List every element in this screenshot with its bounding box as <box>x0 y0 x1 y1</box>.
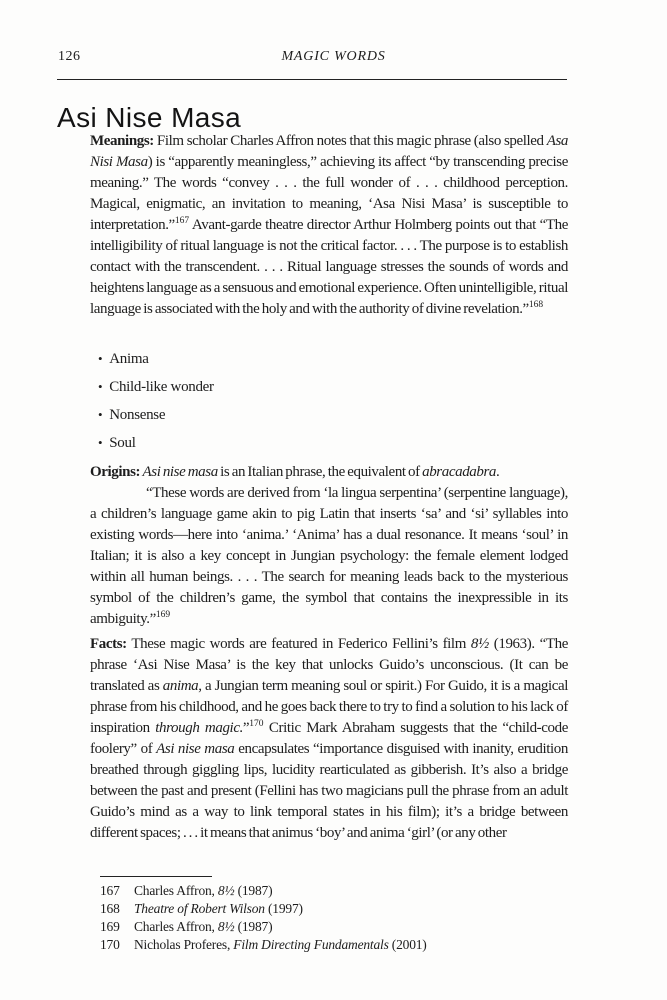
footnote-item <box>100 882 540 900</box>
text-run: . <box>496 464 500 480</box>
text-run: Charles Affron, <box>134 883 218 898</box>
text-run: Theatre of Robert Wilson <box>134 901 265 916</box>
text-run: Critic Mark Abraham suggests that the “child-code foolery” of <box>90 720 568 757</box>
footnote-marker: 169 <box>155 610 171 620</box>
footnote-number: 168 <box>100 901 120 916</box>
bullet-label: Anima <box>109 351 149 367</box>
bullet-marker: • <box>98 407 103 422</box>
bullet-label: Soul <box>109 435 136 451</box>
text-run: Facts: <box>90 636 127 652</box>
origins-lead-paragraph <box>90 462 568 483</box>
text-run: (1997) <box>264 901 303 916</box>
text-run: ) is “apparently meaningless,” achieving its affect “by transcending precise meaning.” The words “convey . . . the full wonder of . . . childhood perception. Magical, enigmatic, an invitation to meaning, ‘Asa Nisi Masa’ is susceptible to interpretation.” <box>90 154 568 233</box>
bullet-marker: • <box>98 379 103 394</box>
text-run: abracadabra <box>422 464 497 480</box>
text-run: 8½ <box>217 883 235 898</box>
text-run: Meanings: <box>90 133 154 149</box>
text-run: (2001) <box>388 937 427 952</box>
footnote-rule <box>100 876 212 877</box>
text-run: 8½ <box>470 636 489 652</box>
footnote-number: 170 <box>100 937 120 952</box>
text-run: Film scholar Charles Affron notes that this magic phrase (also spelled <box>153 133 547 149</box>
header-rule <box>57 79 567 80</box>
text-run: anima <box>162 678 199 694</box>
text-run: Film Directing Fundamentals <box>233 937 389 952</box>
bullet-marker: • <box>98 435 103 450</box>
meanings-bullet-list <box>98 348 568 460</box>
footnote-marker: 167 <box>174 216 190 226</box>
page-number: 126 <box>58 49 81 64</box>
text-run: Asa Nisi Masa <box>90 133 568 170</box>
running-head: MAGIC WORDS <box>281 49 386 64</box>
footnote-number: 167 <box>100 883 120 898</box>
bullet-label: Child-like wonder <box>109 379 214 395</box>
origins-section <box>90 462 568 630</box>
bullet-item <box>98 404 568 425</box>
text-run: These magic words are featured in Federico Fellini’s film <box>126 636 471 652</box>
meanings-section <box>90 131 568 320</box>
text-run: (1963). “The phrase ‘Asi Nise Masa’ is the key that unlocks Guido’s unconscious. (It can be translated as <box>90 636 568 694</box>
text-run: Charles Affron, <box>134 919 218 934</box>
meanings-paragraph <box>90 131 568 320</box>
footnote-item <box>100 918 540 936</box>
text-run: “These words are derived from ‘la lingua serpentina’ (serpentine language), a children’s language game akin to pig Latin that inserts ‘sa’ and ‘si’ syllables into existing words—here into ‘anima.’ ‘Anima’ has a dual resonance. It means ‘soul’ in Italian; it is also a key concept in Jungian psychology: the female element lodged within all human beings. . . . The search for meaning leads back to the mysterious symbol of the children’s game, the symbol that contains the inexpressible in its ambiguity.” <box>90 485 568 627</box>
bullet-label: Nonsense <box>109 407 166 423</box>
entry-title: Asi Nise Masa <box>57 101 242 133</box>
footnote-item <box>100 936 540 954</box>
footnote-number: 169 <box>100 919 120 934</box>
facts-section <box>90 634 568 844</box>
text-run: Asi nise masa <box>142 464 218 480</box>
text-run: is an Italian phrase, the equivalent of <box>217 464 423 480</box>
text-run: Origins: <box>90 464 141 480</box>
footnote-text <box>134 936 540 954</box>
facts-paragraph <box>90 634 568 844</box>
bullet-item <box>98 432 568 453</box>
text-run: (1987) <box>234 919 273 934</box>
footnote-marker: 168 <box>528 300 544 310</box>
text-run: Avant-garde theatre director Arthur Holmberg points out that “The intelligibility of ritual language is not the critical factor. . . . The purpose is to establish contact with the transcendent. . . . Ritual language stresses the sounds of words and heightens language as a sensuous and emotional experience. Often unintelligible, ritual language is associated with the holy and with the authority of divine revelation.” <box>90 217 568 317</box>
text-run: ” <box>242 720 250 736</box>
text-run: Nicholas Proferes, <box>134 937 234 952</box>
text-run: 8½ <box>217 919 235 934</box>
footnote-item <box>100 900 540 918</box>
footnote-marker: 170 <box>249 719 264 729</box>
text-run: through magic. <box>155 720 243 736</box>
text-run: (1987) <box>234 883 273 898</box>
origins-quote-paragraph <box>90 483 568 630</box>
text-run: Asi nise masa <box>156 741 235 757</box>
footnotes <box>100 882 540 954</box>
footnote-text <box>134 918 540 936</box>
bullet-item <box>98 376 568 397</box>
text-run: encapsulates “importance disguised with inanity, erudition breathed through giggling lips, lucidity rearticulated as gibberish. It’s also a bridge between the past and present (Fellini has two magicians pull the phrase from an adult Guido’s mind as a way to link temporal states in his film); it’s a bridge between different spaces; . . . it means that animus ‘boy’ and anima ‘girl’ (or any other <box>90 741 568 841</box>
footnote-text <box>134 882 540 900</box>
bullet-marker: • <box>98 351 103 366</box>
text-run: , a Jungian term meaning soul or spirit.) For Guido, it is a magical phrase from his childhood, and he goes back there to try to find a solution to his lack of inspiration <box>90 678 568 736</box>
footnote-text <box>134 900 540 918</box>
bullet-item <box>98 348 568 369</box>
